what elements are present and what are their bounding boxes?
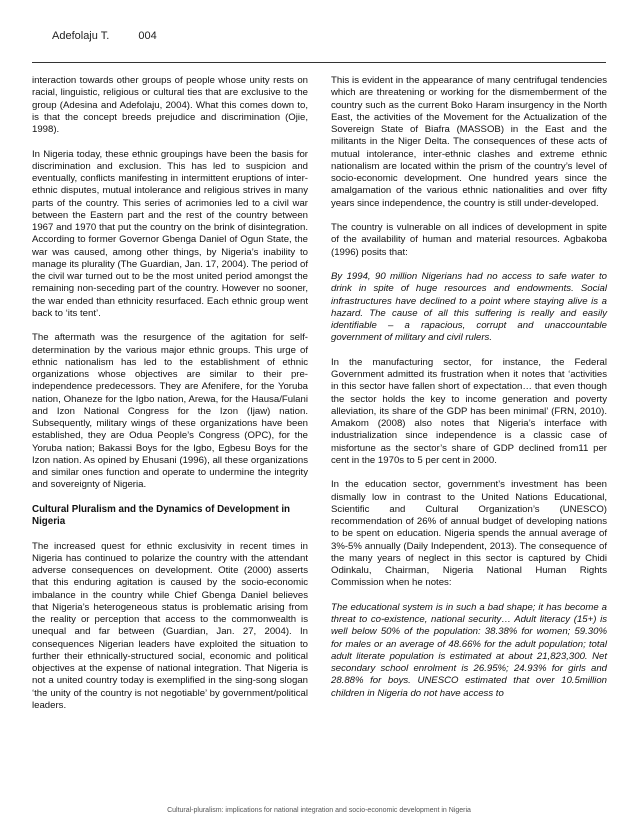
running-footer: Cultural-pluralism: implications for national integration and socio-economic development in Nigeria: [167, 807, 471, 814]
paragraph: In the manufacturing sector, for instance, the Federal Government admitted its frustration when it notes that ‘activities in this sector have fallen short of expectation… that even though the sector holds the key to income generation and poverty alleviation, its share of the GDP has been minimal’ (FRN, 2010). Amakom (2008) also notes that Nigeria’s interface with industrialization since independence is a classic case of misfortune as the sector’s share of GDP declined from11 per cent in the 1970s to 5 per cent in 2000.: [331, 356, 607, 466]
header-page-number: 004: [138, 30, 157, 42]
paragraph: In the education sector, government’s investment has been dismally low in contrast to the United Nations Educational, Scientific and Cultural Organization’s (UNESCO) recommendation of 26% of annual budget of developing nations to be spent on education. Nigeria spends the annual average of 3%-5% annually (Daily Independent, 2013). The consequence of the many years of neglect in this sector is captured by Chidi Odinkalu, Chairman, Nigeria National Human Rights Commission when he notes:: [331, 479, 607, 589]
section-heading: Cultural Pluralism and the Dynamics of Development in Nigeria: [32, 503, 291, 527]
left-column: [32, 75, 308, 724]
header-author: Adefolaju T.: [52, 30, 110, 42]
running-header: [52, 30, 157, 42]
right-column: [331, 75, 607, 712]
paragraph: interaction towards other groups of people whose unity rests on racial, linguistic, religious or cultural ties that are exclusive to the group (Adesina and Adefolaju, 2004). What this comes down to, is that the concept breeds prejudice and discrimination (Ojie, 1998).: [32, 75, 308, 135]
block-quote: By 1994, 90 million Nigerians had no access to safe water to drink in spite of huge resources and endowments. Social infrastructures have declined to a point where staying alive is a hazard. The cause of all this suffering is really and easily identifiable – a rapacious, corrupt and unaccountable government of military and civil rulers.: [331, 271, 607, 344]
paragraph: The increased quest for ethnic exclusivity in recent times in Nigeria has continued to polarize the country with the attendant adverse consequences on development. Otite (2000) asserts that this enduring agitation is caused by the socio-economic imbalance in the country while Chief Gbenga Daniel believes that Nigeria’s heterogeneous status is problematic arising from the reality or perception that access to the commonwealth is unequal and far between (Guardian, Jan. 27, 2004). In consequences Nigerian leaders have exploited the situation to further their ethnically-structured social, economic and political objectives at the expense of national integration. That Nigeria is not a united country today is exemplified in the sing-song slogan ‘the unity of the country is not negotiable’ by government/political leaders.: [32, 540, 308, 711]
paragraph: This is evident in the appearance of many centrifugal tendencies which are threatening or working for the dismemberment of the country such as the current Boko Haram insurgency in the North East, the activities of the Movement for the Actualization of the Sovereign State of Biafra (MASSOB) in the East and the militants in the Niger Delta. The consequences of these acts of mutual intolerance, inter-ethnic clashes and extreme ethnic nationalism are located within the prism of the country’s level of socio-economic development. One hundred years since the amalgamation of the various ethnic nationalities and over fifty years since independence, the country is still under-developed.: [331, 75, 607, 209]
paragraph: In Nigeria today, these ethnic groupings have been the basis for discrimination and exclusion. This has led to suspicion and eventually, conflicts manifesting in intermittent eruptions of inter-ethnic disputes, mutual intolerance and religious strives in many parts of the country. This series of acrimonies led to a civil war between the Eastern part and the rest of the country between 1967 and 1970 that put the country on the brink of disintegration. According to former Governor Gbenga Daniel of Ogun State, the war was caused, among other things, by Nigeria’s inability to manage its plurality (The Guardian, Jan. 17, 2004). The period of the civil war turned out to be the most united period amongst the remaining non-seceding part of the country. However no sooner, the war ended than ethnicity resurfaced. Each ethnic group went back to ‘its tent’.: [32, 148, 308, 319]
header-rule: [32, 62, 606, 63]
paragraph: The country is vulnerable on all indices of development in spite of the availability of human and material resources. Agbakoba (1996) posits that:: [331, 222, 607, 258]
paragraph: The aftermath was the resurgence of the agitation for self-determination by the various major ethnic groups. This urge of ethnic nationalism has led to the establishment of ethnic organizations whose objectives are similar to their pre-independence predecessors. They are Afenifere, for the Yoruba nation, Ohaneze for the Igbo nation, Arewa, for the Hausa/Fulani and Izon National Congress for the Izon (Ijaw) nation. Subsequently, military wings of these organizations have been established, they are Odua People’s Congress (OPC), for the Yoruba nation; Bakassi Boys for the Igbo, Egbesu Boys for the Izon nation. As opined by Ehusani (1996), all these organizations and similar ones function and operate to undermine the integrity and sovereignty of Nigeria.: [32, 332, 308, 491]
block-quote: The educational system is in such a bad shape; it has become a threat to co-existence, national security… Adult literacy (15+) is well below 50% of the population: 38.38% for women; 59.30% for males or an average of 48.66% for the adult population; total adult literate population is estimated at about 21,823,300. Net secondary school enrolment is 26.95%; 24.93% for girls and 28.88% for boys. UNESCO estimated that over 10.5million children in Nigeria do not have access to: [331, 601, 607, 699]
